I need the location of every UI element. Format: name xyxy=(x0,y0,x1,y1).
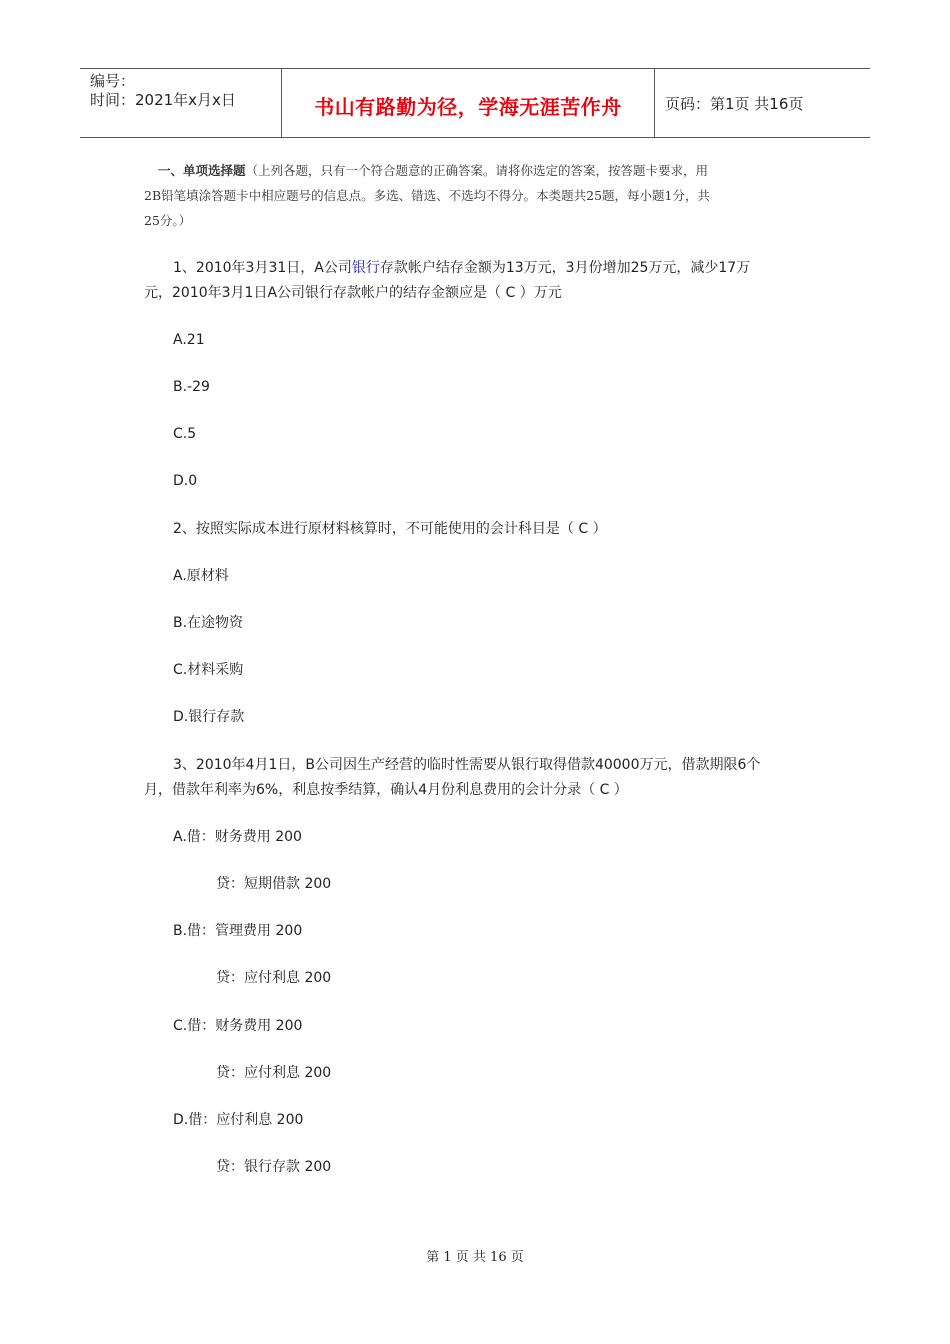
question-1-line-1 xyxy=(173,258,823,278)
question-1-text-a: 1、2010年3月31日，A公司 xyxy=(173,260,352,276)
section-instructions-3: 25分。） xyxy=(144,213,192,228)
question-1-option-c: C.5 xyxy=(173,426,197,442)
section-instructions-2: 2B铅笔填涂答题卡中相应题号的信息点。多选、错选、不选均不得分。本类题共25题，每小题1分，共 xyxy=(144,188,710,203)
question-2-option-d: D.银行存款 xyxy=(173,709,245,725)
question-1-option-d: D.0 xyxy=(173,473,198,489)
header-motto-cell xyxy=(282,69,655,137)
question-2-option-c: C.材料采购 xyxy=(173,662,244,678)
question-2-option-b: B.在途物资 xyxy=(173,615,244,631)
question-3-option-b-credit: 贷：应付利息 200 xyxy=(216,970,332,986)
question-2-option-a: A.原材料 xyxy=(173,568,229,584)
question-3-option-d-credit: 贷：银行存款 200 xyxy=(216,1159,332,1175)
section-title: 一、单项选择题 xyxy=(158,163,246,178)
question-3-option-c-credit: 贷：应付利息 200 xyxy=(216,1065,332,1081)
header-page-cell xyxy=(655,69,870,137)
question-3-option-d-debit: D.借：应付利息 200 xyxy=(173,1112,304,1128)
question-1-option-a: A.21 xyxy=(173,332,205,348)
question-1-line-2: 元，2010年3月1日A公司银行存款帐户的结存金额应是（ C ）万元 xyxy=(144,285,562,301)
question-3-line-1: 3、2010年4月1日，B公司因生产经营的临时性需要从银行取得借款40000万元，借款期限6个 xyxy=(173,757,761,773)
question-3-option-a-credit: 贷：短期借款 200 xyxy=(216,876,332,892)
bank-link[interactable]: 银行 xyxy=(351,260,380,276)
question-3-option-c-debit: C.借：财务费用 200 xyxy=(173,1018,303,1034)
section-heading-line xyxy=(158,160,818,182)
document-time-label: 时间：2021年x月x日 xyxy=(90,91,236,109)
header-table xyxy=(80,68,870,138)
question-2-line-1: 2、按照实际成本进行原材料核算时，不可能使用的会计科目是（ C ） xyxy=(173,521,607,537)
document-number-label: 编号： xyxy=(90,72,136,90)
page-footer: 第 1 页 共 16 页 xyxy=(426,1250,524,1265)
question-3-option-a-debit: A.借：财务费用 200 xyxy=(173,829,302,845)
section-instructions-1: （上列各题，只有一个符合题意的正确答案。请将你选定的答案，按答题卡要求，用 xyxy=(245,163,709,178)
question-3-option-b-debit: B.借：管理费用 200 xyxy=(173,923,303,939)
page-number-label: 页码：第1页 共16页 xyxy=(665,95,804,113)
question-1-text-b: 存款帐户结存金额为13万元，3月份增加25万元，减少17万 xyxy=(379,260,751,276)
question-1-option-b: B.-29 xyxy=(173,379,210,395)
header-info-cell xyxy=(80,69,282,137)
motto-text: 书山有路勤为径，学海无涯苦作舟 xyxy=(314,95,622,119)
question-3-line-2: 月，借款年利率为6%，利息按季结算，确认4月份利息费用的会计分录（ C ） xyxy=(144,782,628,798)
